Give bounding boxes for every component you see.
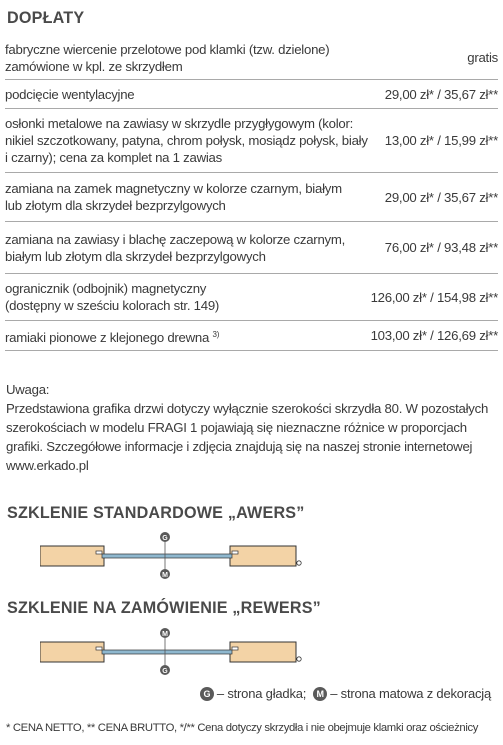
table-row <box>5 109 498 173</box>
note-text: Przedstawiona grafika drzwi dotyczy wyłącznie szerokości skrzydła 80. W pozostałych szerokościach w modelu FRAGI 1 pojawiają się nieznaczne różnice w proporcjach grafiki. Szczegółowe informacje i zdjęcia znajdują się na naszej stronie internetowej www.erkado.pl <box>6 401 489 473</box>
price-footnote: * CENA NETTO, ** CENA BRUTTO, */** Cena dotyczy skrzydła i nie obejmuje klamki oraz ościeżnicy <box>6 722 479 734</box>
row-price: 29,00 zł* / 35,67 zł** <box>384 189 498 205</box>
row-description: podcięcie wentylacyjne <box>5 86 135 102</box>
legend <box>200 686 491 701</box>
left-frame <box>40 546 104 566</box>
right-frame <box>230 546 296 566</box>
left-frame <box>40 642 104 662</box>
footnote-ref: 3) <box>212 329 220 339</box>
svg-text:M: M <box>162 631 168 638</box>
right-frame <box>230 642 296 662</box>
section-title-awers: SZKLENIE STANDARDOWE „AWERS” <box>7 503 305 522</box>
svg-text:G: G <box>162 535 168 542</box>
svg-text:M: M <box>162 572 168 579</box>
row-description: ogranicznik (odbojnik) magnetyczny (dostępny w sześciu kolorach str. 149) <box>5 281 220 313</box>
smooth-side-icon: G <box>200 687 214 701</box>
row-price: 103,00 zł* / 126,69 zł** <box>370 328 498 343</box>
table-row <box>5 80 498 109</box>
awers-glazing-diagram <box>40 530 310 580</box>
section-title-rewers: SZKLENIE NA ZAMÓWIENIE „REWERS” <box>7 598 321 617</box>
row-description: zamiana na zamek magnetyczny w kolorze czarnym, białym lub złotym dla skrzydeł bezprzylgowych <box>5 181 342 213</box>
legend-smooth-label: – strona gładka; <box>216 686 307 701</box>
row-price: 13,00 zł* / 15,99 zł** <box>384 133 498 148</box>
row-description: osłonki metalowe na zawiasy w skrzydle przygłygowym (kolor: nikiel szczotkowany, patyna, chrom połysk, mosiądz połysk, biały i czarny); cena za komplet na 1 zawias <box>5 116 368 165</box>
table-row <box>5 321 498 351</box>
table-row <box>5 222 498 274</box>
rewers-glazing-diagram <box>40 626 310 676</box>
note-heading: Uwaga: <box>6 382 50 397</box>
glass-pane <box>102 650 232 654</box>
matte-side-icon: M <box>313 687 327 701</box>
extras-title: DOPŁATY <box>7 8 85 27</box>
row-price: 29,00 zł* / 35,67 zł** <box>384 86 498 102</box>
note <box>6 380 498 475</box>
row-price: 126,00 zł* / 154,98 zł** <box>370 289 498 305</box>
table-row <box>5 173 498 222</box>
row-price: 76,00 zł* / 93,48 zł** <box>384 240 498 255</box>
legend-matte-label: – strona matowa z dekoracją <box>330 686 491 701</box>
table-row <box>5 36 498 80</box>
row-description: fabryczne wiercenie przelotowe pod klamki (tzw. dzielone) zamówione w kpl. ze skrzydłem <box>5 41 330 74</box>
row-description: zamiana na zawiasy i blachę zaczepową w kolorze czarnym, białym lub złotym dla skrzydeł bezprzylgowych <box>5 231 346 264</box>
svg-text:G: G <box>162 668 168 675</box>
glass-pane <box>102 554 232 558</box>
extras-table <box>5 36 498 351</box>
table-row <box>5 274 498 321</box>
row-price: gratis <box>467 50 498 65</box>
row-description: ramiaki pionowe z klejonego drewna $^{3)}$ <box>5 329 220 345</box>
